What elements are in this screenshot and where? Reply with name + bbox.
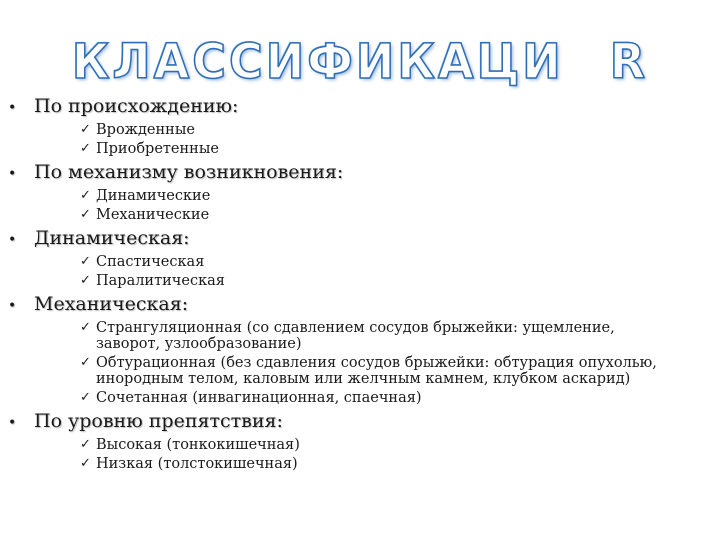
- heading-text: Механическая:: [34, 293, 189, 315]
- bullet-icon: •: [8, 232, 17, 248]
- checkmark-icon: ✓: [80, 320, 91, 335]
- list-item: [80, 437, 708, 453]
- bullet-icon: •: [8, 298, 17, 314]
- item-text: Паралитическая: [96, 273, 225, 289]
- checkmark-icon: ✓: [80, 273, 91, 288]
- section-heading: [8, 160, 708, 186]
- item-text: Сочетанная (инвагинационная, спаечная): [96, 390, 422, 406]
- checkmark-icon: ✓: [80, 188, 91, 203]
- list-item: [80, 320, 708, 352]
- checkmark-icon: ✓: [80, 254, 91, 269]
- item-text: Высокая (тонкокишечная): [96, 437, 300, 453]
- sub-list: [8, 437, 708, 472]
- item-text: Врожденные: [96, 122, 195, 138]
- list-item: [80, 122, 708, 138]
- section-mechanical: [8, 292, 708, 406]
- sub-list: [8, 188, 708, 223]
- section-heading: [8, 409, 708, 435]
- section-heading: [8, 292, 708, 318]
- section-dynamic: [8, 226, 708, 289]
- section-mechanism: [8, 160, 708, 223]
- checkmark-icon: ✓: [80, 207, 91, 222]
- checkmark-icon: ✓: [80, 122, 91, 137]
- classification-list: [8, 94, 708, 475]
- item-text: Спастическая: [96, 254, 205, 270]
- list-item: [80, 390, 708, 406]
- item-text: Обтурационная (без сдавления сосудов брыжейки: обтурация опухолью, инородным телом, каловым или желчным камнем, клубком аскарид): [96, 355, 657, 387]
- item-text: Странгуляционная (со сдавлением сосудов брыжейки: ущемление, заворот, узлообразование): [96, 320, 615, 352]
- sub-list: [8, 122, 708, 157]
- bullet-icon: •: [8, 415, 17, 431]
- checkmark-icon: ✓: [80, 390, 91, 405]
- list-item: [80, 141, 708, 157]
- title-part-2: R: [609, 32, 649, 90]
- title-part-1: КЛАССИФИКАЦИ: [71, 32, 564, 90]
- section-level: [8, 409, 708, 472]
- list-item: [80, 188, 708, 204]
- list-item: [80, 254, 708, 270]
- section-heading: [8, 226, 708, 252]
- heading-text: По происхождению:: [34, 95, 239, 117]
- item-text: Низкая (толстокишечная): [96, 456, 298, 472]
- item-text: Приобретенные: [96, 141, 219, 157]
- item-text: Механические: [96, 207, 210, 223]
- item-text: Динамические: [96, 188, 211, 204]
- list-item: [80, 207, 708, 223]
- checkmark-icon: ✓: [80, 355, 91, 370]
- section-origin: [8, 94, 708, 157]
- sub-list: [8, 254, 708, 289]
- checkmark-icon: ✓: [80, 456, 91, 471]
- section-heading: [8, 94, 708, 120]
- checkmark-icon: ✓: [80, 437, 91, 452]
- checkmark-icon: ✓: [80, 141, 91, 156]
- bullet-icon: •: [8, 166, 17, 182]
- list-item: [80, 273, 708, 289]
- list-item: [80, 456, 708, 472]
- sub-list: [8, 320, 708, 406]
- slide-title: [0, 34, 720, 88]
- bullet-icon: •: [8, 100, 17, 116]
- heading-text: По механизму возникновения:: [34, 161, 344, 183]
- heading-text: Динамическая:: [34, 227, 190, 249]
- list-item: [80, 355, 708, 387]
- heading-text: По уровню препятствия:: [34, 410, 283, 432]
